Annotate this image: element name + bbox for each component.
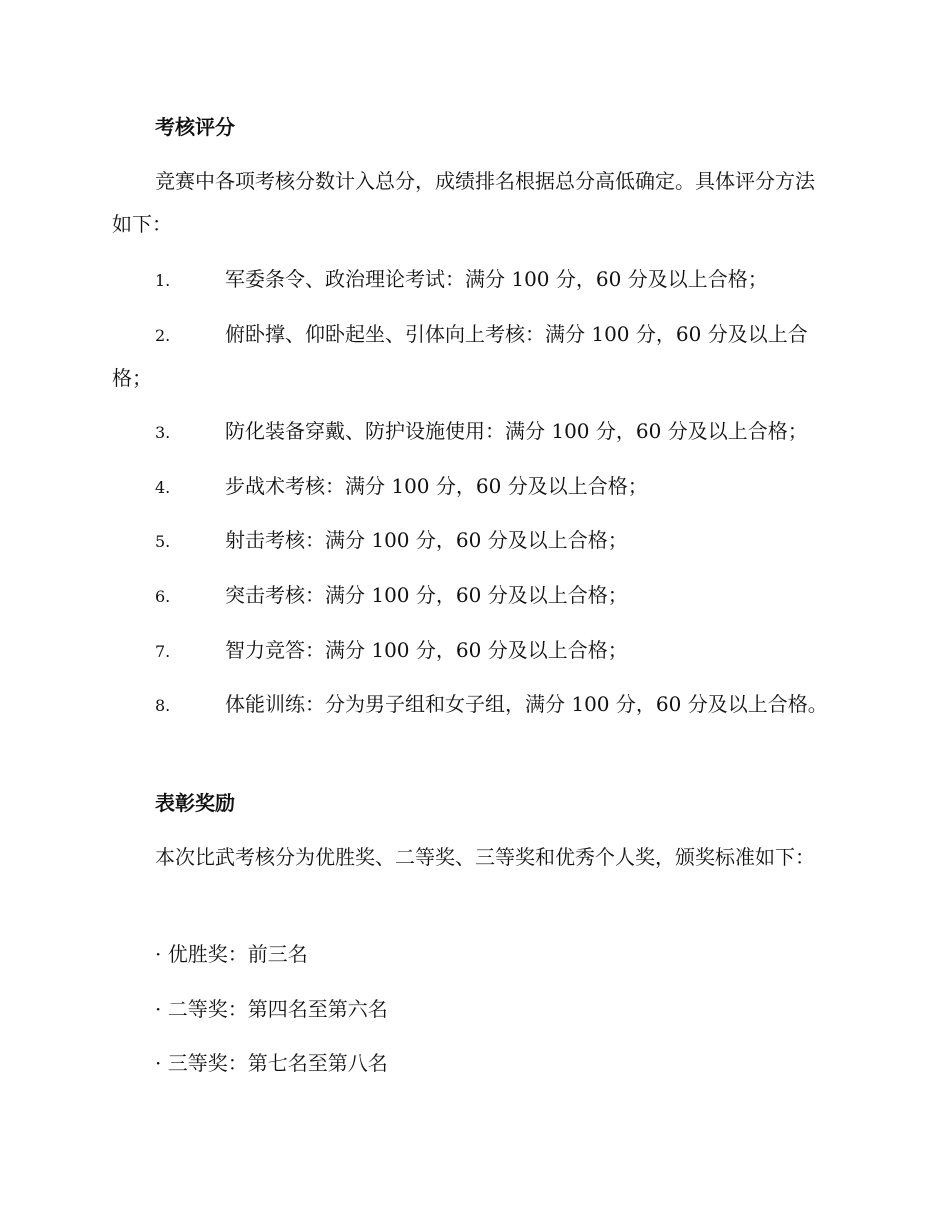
- scoring-list-item: [112, 629, 832, 673]
- list-item-text: 智力竞答：满分 100 分，60 分及以上合格；: [225, 638, 628, 662]
- list-item-number: 7.: [155, 642, 171, 661]
- award-bullet-item: · 二等奖：第四名至第六名: [155, 997, 388, 1021]
- scoring-list-item: [112, 313, 832, 400]
- section-heading-scoring: 考核评分: [155, 115, 235, 139]
- scoring-list-item: [112, 258, 832, 302]
- award-bullet-item: · 优胜奖：前三名: [155, 942, 308, 966]
- list-item-number: 8.: [155, 696, 171, 715]
- list-item-text: 体能训练：分为男子组和女子组，满分 100 分，60 分及以上合格。: [225, 692, 828, 716]
- section-heading-awards: 表彰奖励: [155, 791, 235, 815]
- scoring-list-item: [112, 410, 832, 454]
- list-item-number: 5.: [155, 532, 171, 551]
- awards-intro-text: 本次比武考核分为优胜奖、二等奖、三等奖和优秀个人奖，颁奖标准如下：: [155, 845, 815, 869]
- list-item-text: 军委条令、政治理论考试：满分 100 分，60 分及以上合格；: [225, 267, 768, 291]
- scoring-list-item: [112, 519, 832, 563]
- scoring-list-item: [112, 574, 832, 618]
- list-item-text: 射击考核：满分 100 分，60 分及以上合格；: [225, 528, 628, 552]
- scoring-list-item: [112, 683, 832, 727]
- list-item-number: 1.: [155, 271, 171, 290]
- list-item-text: 突击考核：满分 100 分，60 分及以上合格；: [225, 583, 628, 607]
- award-bullet-item: · 三等奖：第七名至第八名: [155, 1051, 388, 1075]
- scoring-intro-text: 竞赛中各项考核分数计入总分，成绩排名根据总分高低确定。具体评分方法如下：: [112, 169, 815, 236]
- scoring-intro-paragraph: [112, 160, 832, 246]
- list-item-number: 6.: [155, 587, 171, 606]
- awards-intro-paragraph: [112, 836, 832, 879]
- list-item-number: 3.: [155, 423, 171, 442]
- list-item-number: 2.: [155, 326, 171, 345]
- list-item-text: 步战术考核：满分 100 分，60 分及以上合格；: [225, 474, 648, 498]
- list-item-number: 4.: [155, 478, 171, 497]
- scoring-list-item: [112, 465, 832, 509]
- list-item-text: 俯卧撑、仰卧起坐、引体向上考核：满分 100 分，60 分及以上合格；: [112, 322, 808, 390]
- list-item-text: 防化装备穿戴、防护设施使用：满分 100 分，60 分及以上合格；: [225, 419, 808, 443]
